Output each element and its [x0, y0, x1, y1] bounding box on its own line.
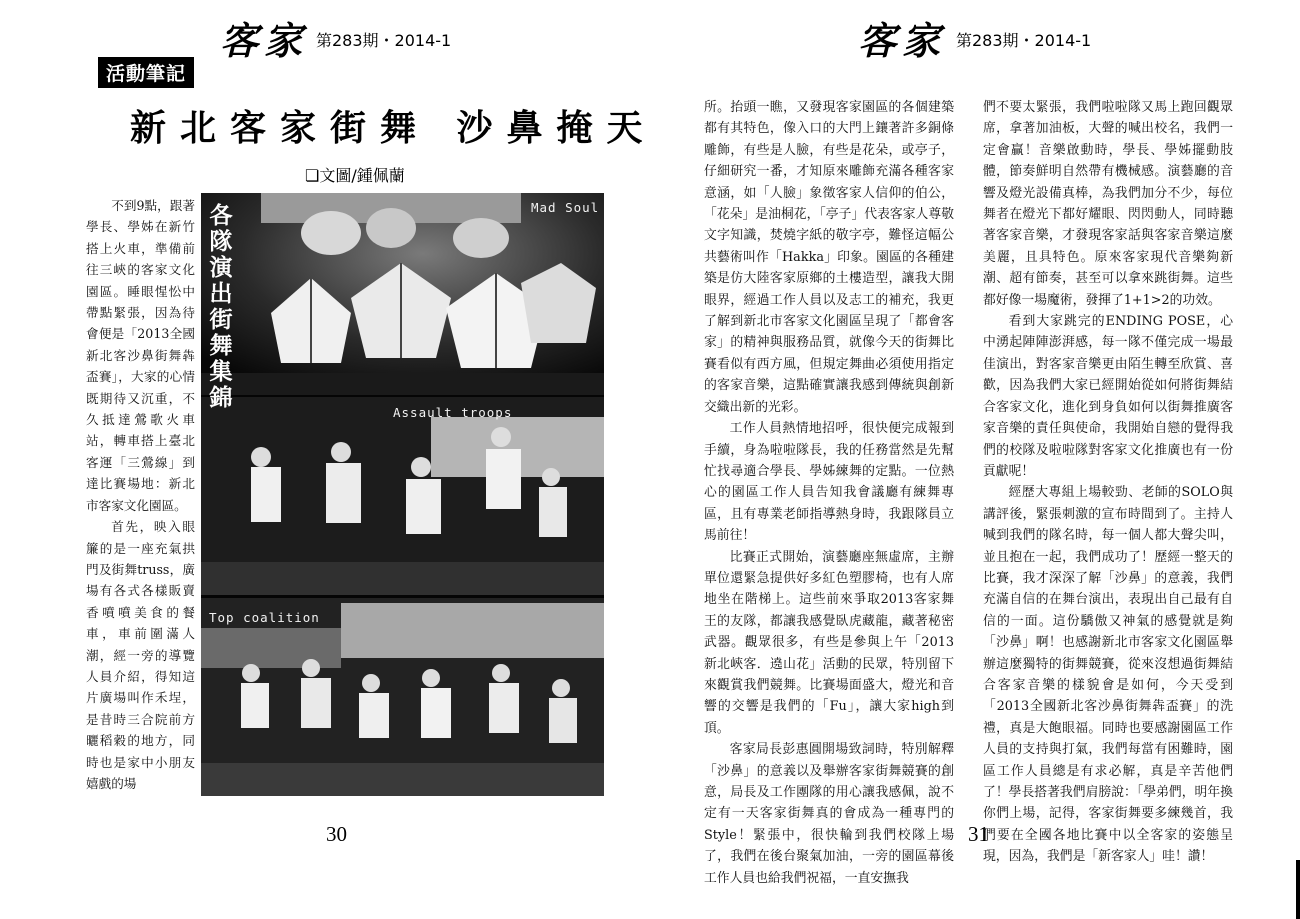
paragraph: 看到大家跳完的ENDING POSE，心中湧起陣陣澎湃感，每一隊不僅完成一場最佳演出，對客家音樂更由陌生轉至欣賞、喜歡，因為我們大家已經開始從如何將街舞結合客家文化，進化到身負如何以街舞推廣客家音樂的責任與使命，我開始自戀的覺得我們的校隊及啦啦隊對客家文化推廣也有一份貢獻呢！ — [983, 314, 1233, 479]
dance-photo-assault-troops — [201, 397, 604, 595]
section-label: 活動筆記 — [98, 57, 194, 88]
left-text-column — [86, 195, 195, 795]
dance-photo-mad-soul — [201, 193, 604, 395]
paragraph: 客家局長彭惠圓開場致詞時，特別解釋「沙鼻」的意義以及舉辦客家街舞競賽的創意，局長及工作團隊的用心讓我感佩，說不定有一天客家街舞真的會成為一種專門的Style！緊張中，很快輪到我們校隊上場了，我們在後台聚氣加油，一旁的園區幕後工作人員也給我們祝福，一直安撫我 — [704, 742, 954, 886]
magazine-logo-right: 客家 — [858, 18, 947, 63]
paragraph: 經歷大專組上場較勁、老師的SOLO與講評後，緊張刺激的宣布時間到了。主持人喊到我們的隊名時，每一個人都大聲尖叫，並且抱在一起，我們成功了！歷經一整天的比賽，我才深深了解「沙鼻」的意義，我們充滿自信的在舞台演出，表現出自己最有自信的一面。這份驕傲又神氣的感覺就是夠「沙鼻」啊！也感謝新北市客家文化園區舉辦這麼獨特的街舞競賽，從來沒想過街舞結合客家音樂的樣貌會是如何，今天受到「2013全國新北客沙鼻街舞犇盃賽」的洗禮，真是大飽眼福。同時也要感謝園區工作人員的支持與打氣，我們每當有困難時，園區工作人員總是有求必解，真是辛苦他們了！學長搭著我們肩膀說：「學弟們，明年換你們上場，記得，客家街舞要多練幾首，我們要在全國各地比賽中以全客家的姿態呈現，因為，我們是「新客家人」哇！讚！ — [983, 485, 1233, 865]
page-number-left: 30 — [326, 822, 347, 846]
photo-caption: Top coalition — [209, 610, 320, 625]
dance-photo-2-image — [201, 397, 604, 595]
page-edge-bar — [1296, 860, 1300, 919]
paragraph: 不到9點，跟著學長、學姊在新竹搭上火車，準備前往三峽的客家文化園區。睡眼惺忪中帶點緊張，因為待會便是「2013全國新北客沙鼻街舞犇盃賽」，大家的心情既期待又沉重，不久抵達鶯歌火車站，轉車搭上臺北客運「三鶯線」到達比賽場地：新北市客家文化園區。 — [86, 198, 195, 513]
photo-collage-title: 各隊演出街舞集錦 — [209, 203, 233, 411]
article-byline: ❏文圖/鍾佩蘭 — [305, 166, 405, 185]
issue-label-left: 第283期・2014-1 — [316, 31, 452, 50]
paragraph: 工作人員熱情地招呼，很快便完成報到手續，身為啦啦隊長，我的任務當然是先幫忙找尋適合學長、學姊練舞的定點。一位熱心的園區工作人員告知我會議廳有練舞專區，且有專業老師指導熱身時，我跟隊員立馬前往！ — [704, 421, 954, 544]
photo-collage — [201, 193, 604, 796]
article-title: 新北客家街舞 沙鼻掩天 — [130, 107, 657, 149]
photo-caption: Assault troops — [393, 405, 513, 420]
paragraph: 們不要太緊張，我們啦啦隊又馬上跑回觀眾席，拿著加油板，大聲的喊出校名，我們一定會贏！音樂啟動時，學長、學姊擺動肢體，節奏鮮明自然帶有機械感。演藝廳的音響及燈光設備真棒，為我們加分不少，每位舞者在燈光下都好耀眼、閃閃動人，同時聽著客家音樂，才發現客家話與客家音樂這麼美麗，且具特色。原來客家現代音樂夠新潮、超有節奏，甚至可以拿來跳街舞。這些都好像一場魔術，發揮了1+1>2的功效。 — [983, 100, 1233, 308]
dance-photo-1-image — [201, 193, 604, 395]
dance-photo-3-image — [201, 598, 604, 796]
issue-label-right: 第283期・2014-1 — [956, 31, 1092, 50]
magazine-logo-left: 客家 — [220, 18, 309, 63]
photo-caption: Mad Soul — [531, 200, 600, 215]
paragraph: 所。抬頭一瞧，又發現客家園區的各個建築都有其特色，像入口的大門上鑲著許多銅條雕飾，有些是人臉，有些是花朵，或亭子，仔細研究一番，才知原來雕飾充滿各種客家意涵，如「人臉」象徵客家人信仰的伯公，「花朵」是油桐花，「亭子」代表客家人尊敬文字知識，焚燒字紙的敬字亭，難怪這幅公共藝術叫作「Hakka」印象。園區的各種建築是仿大陸客家原鄉的土樓造型，讓我大開眼界，經過工作人員以及志工的補充，我更了解到新北市客家文化園區呈現了「都會客家」的精神與服務品質，就像今天的街舞比賽看似有西方風，但規定舞曲必須使用指定的客家音樂，這點確實讓我感到傳統與創新交織出新的光彩。 — [704, 100, 954, 415]
page-number-right: 31 — [968, 822, 989, 846]
paragraph: 比賽正式開始，演藝廳座無虛席，主辦單位還緊急提供好多紅色塑膠椅，也有人席地坐在階梯上。這些前來爭取2013客家舞王的友隊，都讓我感覺臥虎藏龍，藏著秘密武器。觀眾很多，有些是參與上午「2013新北峽客．遶山花」活動的民眾，特別留下來觀賞我們競舞。比賽場面盛大，燈光和音響的交響是我們的「Fu」，讓大家high到頂。 — [704, 549, 954, 736]
paragraph: 首先，映入眼簾的是一座充氣拱門及街舞truss，廣場有各式各樣販賣香噴噴美食的餐車，車前圍滿人潮，經一旁的導覽人員介紹，得知這片廣場叫作禾埕，是昔時三合院前方曬稻穀的地方，同時也是家中小朋友嬉戲的場 — [86, 519, 195, 791]
right-text-column-2 — [983, 97, 1233, 865]
dance-photo-top-coalition — [201, 598, 604, 796]
right-text-column-1 — [704, 97, 954, 886]
